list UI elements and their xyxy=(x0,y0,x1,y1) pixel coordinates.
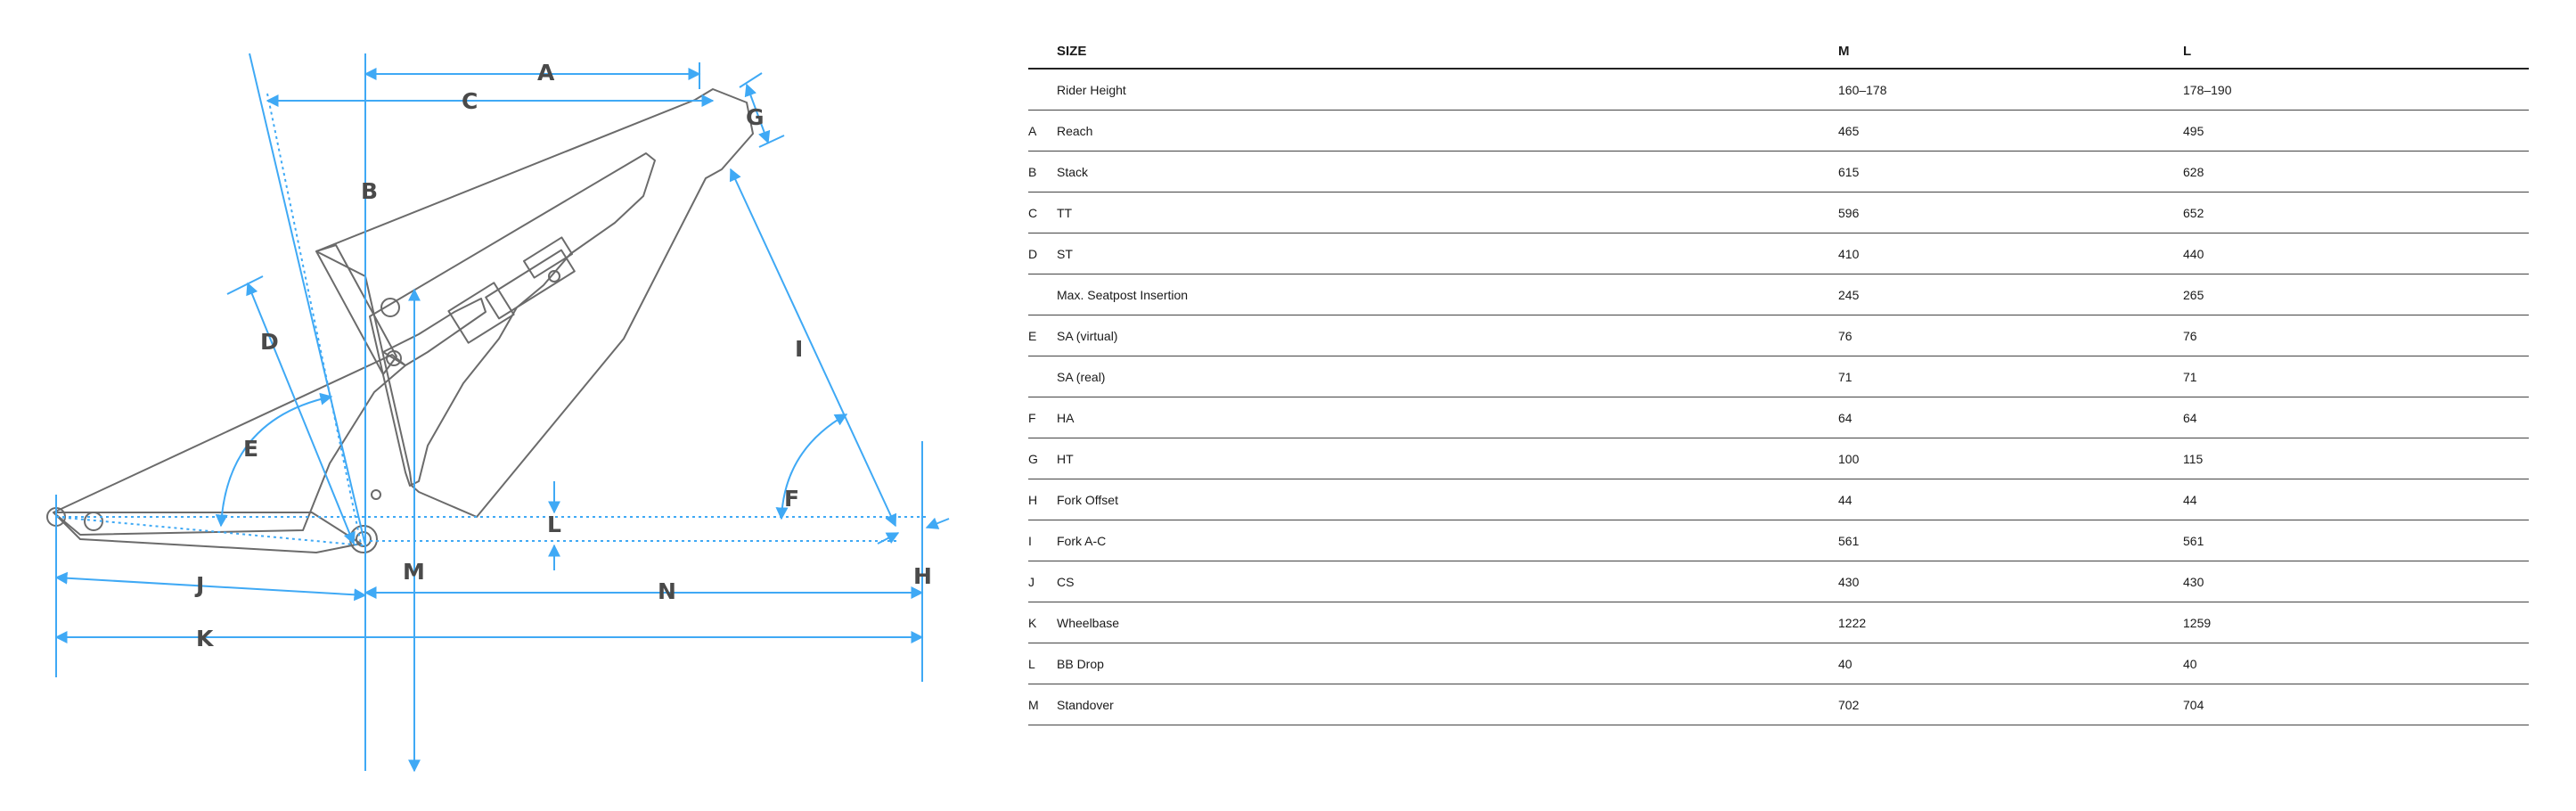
row-name: Standover xyxy=(1057,697,1114,712)
table-row xyxy=(1028,684,2529,725)
table-row xyxy=(1028,602,2529,643)
row-value-l: 40 xyxy=(2183,656,2197,671)
label-m: M xyxy=(403,559,425,585)
row-value-m: 76 xyxy=(1838,328,1852,343)
row-name: SA (virtual) xyxy=(1057,328,1118,343)
dim-tick-g1 xyxy=(740,73,762,87)
table-row xyxy=(1028,315,2529,356)
dim-tick-d xyxy=(227,276,263,294)
row-id: F xyxy=(1028,410,1036,425)
label-h: H xyxy=(913,563,932,589)
row-name: Fork Offset xyxy=(1057,492,1118,507)
row-id: A xyxy=(1028,123,1037,138)
row-name: BB Drop xyxy=(1057,656,1104,671)
label-d: D xyxy=(260,329,279,355)
row-name: HA xyxy=(1057,410,1075,425)
row-name: Fork A-C xyxy=(1057,533,1107,548)
row-value-m: 245 xyxy=(1838,287,1860,302)
table-row xyxy=(1028,193,2529,233)
header-size: SIZE xyxy=(1057,34,1838,69)
row-name: ST xyxy=(1057,246,1073,261)
geometry-table xyxy=(1028,34,2529,725)
row-value-l: 561 xyxy=(2183,533,2204,548)
label-n: N xyxy=(658,578,676,604)
label-i: I xyxy=(795,336,804,362)
geometry-table-header xyxy=(1028,34,2529,69)
row-value-l: 178–190 xyxy=(2183,82,2232,97)
row-id xyxy=(1028,69,1057,111)
table-row xyxy=(1028,111,2529,152)
row-id: J xyxy=(1028,574,1034,589)
row-value-l: 430 xyxy=(2183,574,2204,589)
table-row xyxy=(1028,152,2529,193)
row-value-l: 64 xyxy=(2183,410,2197,425)
label-k: K xyxy=(196,626,214,651)
row-value-m: 465 xyxy=(1838,123,1860,138)
table-row xyxy=(1028,69,2529,111)
dim-line-i xyxy=(731,169,895,526)
dim-line-h-right xyxy=(927,519,949,528)
seat-tube-stub xyxy=(316,245,397,374)
row-value-m: 1222 xyxy=(1838,615,1867,630)
row-id: H xyxy=(1028,492,1038,507)
row-name: TT xyxy=(1057,205,1073,220)
row-value-l: 495 xyxy=(2183,123,2204,138)
row-value-m: 615 xyxy=(1838,164,1860,179)
row-value-m: 160–178 xyxy=(1838,82,1887,97)
row-name: Rider Height xyxy=(1057,82,1126,97)
row-value-l: 76 xyxy=(2183,328,2197,343)
row-name: CS xyxy=(1057,574,1075,589)
rear-stays xyxy=(53,355,405,535)
label-b: B xyxy=(361,178,379,204)
row-id: E xyxy=(1028,328,1037,343)
row-name: SA (real) xyxy=(1057,369,1106,384)
row-name: Max. Seatpost Insertion xyxy=(1057,287,1189,302)
label-c: C xyxy=(462,88,478,114)
table-row xyxy=(1028,520,2529,561)
row-value-l: 71 xyxy=(2183,369,2197,384)
table-row xyxy=(1028,397,2529,438)
row-value-m: 100 xyxy=(1838,451,1860,466)
label-j: J xyxy=(196,572,205,598)
table-row xyxy=(1028,438,2529,479)
row-id: I xyxy=(1028,533,1032,548)
label-f: F xyxy=(784,486,800,512)
dimension-letters xyxy=(194,60,932,651)
frame-geometry-diagram xyxy=(0,0,1007,811)
row-name: Wheelbase xyxy=(1057,615,1120,630)
row-value-m: 430 xyxy=(1838,574,1860,589)
row-id: B xyxy=(1028,164,1037,179)
label-e: E xyxy=(243,436,259,462)
row-value-m: 71 xyxy=(1838,369,1852,384)
bike-frame-outline xyxy=(47,89,753,553)
row-id: D xyxy=(1028,246,1038,261)
row-id xyxy=(1028,356,1057,397)
row-name: Stack xyxy=(1057,164,1089,179)
row-id: C xyxy=(1028,205,1038,220)
table-row xyxy=(1028,643,2529,684)
dim-line-h-left xyxy=(878,533,898,544)
row-name: Reach xyxy=(1057,123,1093,138)
row-id: L xyxy=(1028,656,1035,671)
header-row xyxy=(1028,34,2529,69)
row-id: K xyxy=(1028,615,1037,630)
row-value-l: 652 xyxy=(2183,205,2204,220)
dimension-lines xyxy=(56,53,949,771)
dim-line-j xyxy=(56,578,365,595)
row-value-l: 704 xyxy=(2183,697,2204,712)
label-l: L xyxy=(547,512,561,537)
table-row xyxy=(1028,561,2529,602)
header-id xyxy=(1028,34,1057,69)
label-g: G xyxy=(746,104,765,130)
seat-angle-line xyxy=(249,53,365,545)
table-row xyxy=(1028,479,2529,520)
seat-angle-dotted xyxy=(267,94,361,544)
table-row xyxy=(1028,356,2529,397)
dim-tick-g2 xyxy=(759,135,784,147)
dim-arc-e xyxy=(221,397,331,526)
row-value-m: 64 xyxy=(1838,410,1852,425)
dim-line-d xyxy=(248,283,354,544)
row-name: HT xyxy=(1057,451,1074,466)
row-value-m: 410 xyxy=(1838,246,1860,261)
pivot-lower xyxy=(372,490,380,499)
row-value-l: 44 xyxy=(2183,492,2197,507)
frame-geometry-svg xyxy=(0,0,1007,811)
rear-shock xyxy=(448,237,574,342)
row-id xyxy=(1028,274,1057,315)
row-value-m: 40 xyxy=(1838,656,1852,671)
geometry-table-body xyxy=(1028,69,2529,725)
row-value-l: 628 xyxy=(2183,164,2204,179)
row-id: G xyxy=(1028,451,1038,466)
row-value-m: 44 xyxy=(1838,492,1852,507)
header-size-l: L xyxy=(2183,34,2529,69)
row-id: M xyxy=(1028,697,1039,712)
label-a: A xyxy=(537,60,555,86)
row-value-l: 115 xyxy=(2183,451,2204,466)
row-value-l: 440 xyxy=(2183,246,2204,261)
row-value-m: 596 xyxy=(1838,205,1860,220)
frame-inner-cutout xyxy=(370,153,655,486)
row-value-m: 702 xyxy=(1838,697,1860,712)
row-value-l: 1259 xyxy=(2183,615,2212,630)
header-size-m: M xyxy=(1838,34,2183,69)
row-value-m: 561 xyxy=(1838,533,1860,548)
table-row xyxy=(1028,274,2529,315)
row-value-l: 265 xyxy=(2183,287,2204,302)
table-row xyxy=(1028,233,2529,274)
